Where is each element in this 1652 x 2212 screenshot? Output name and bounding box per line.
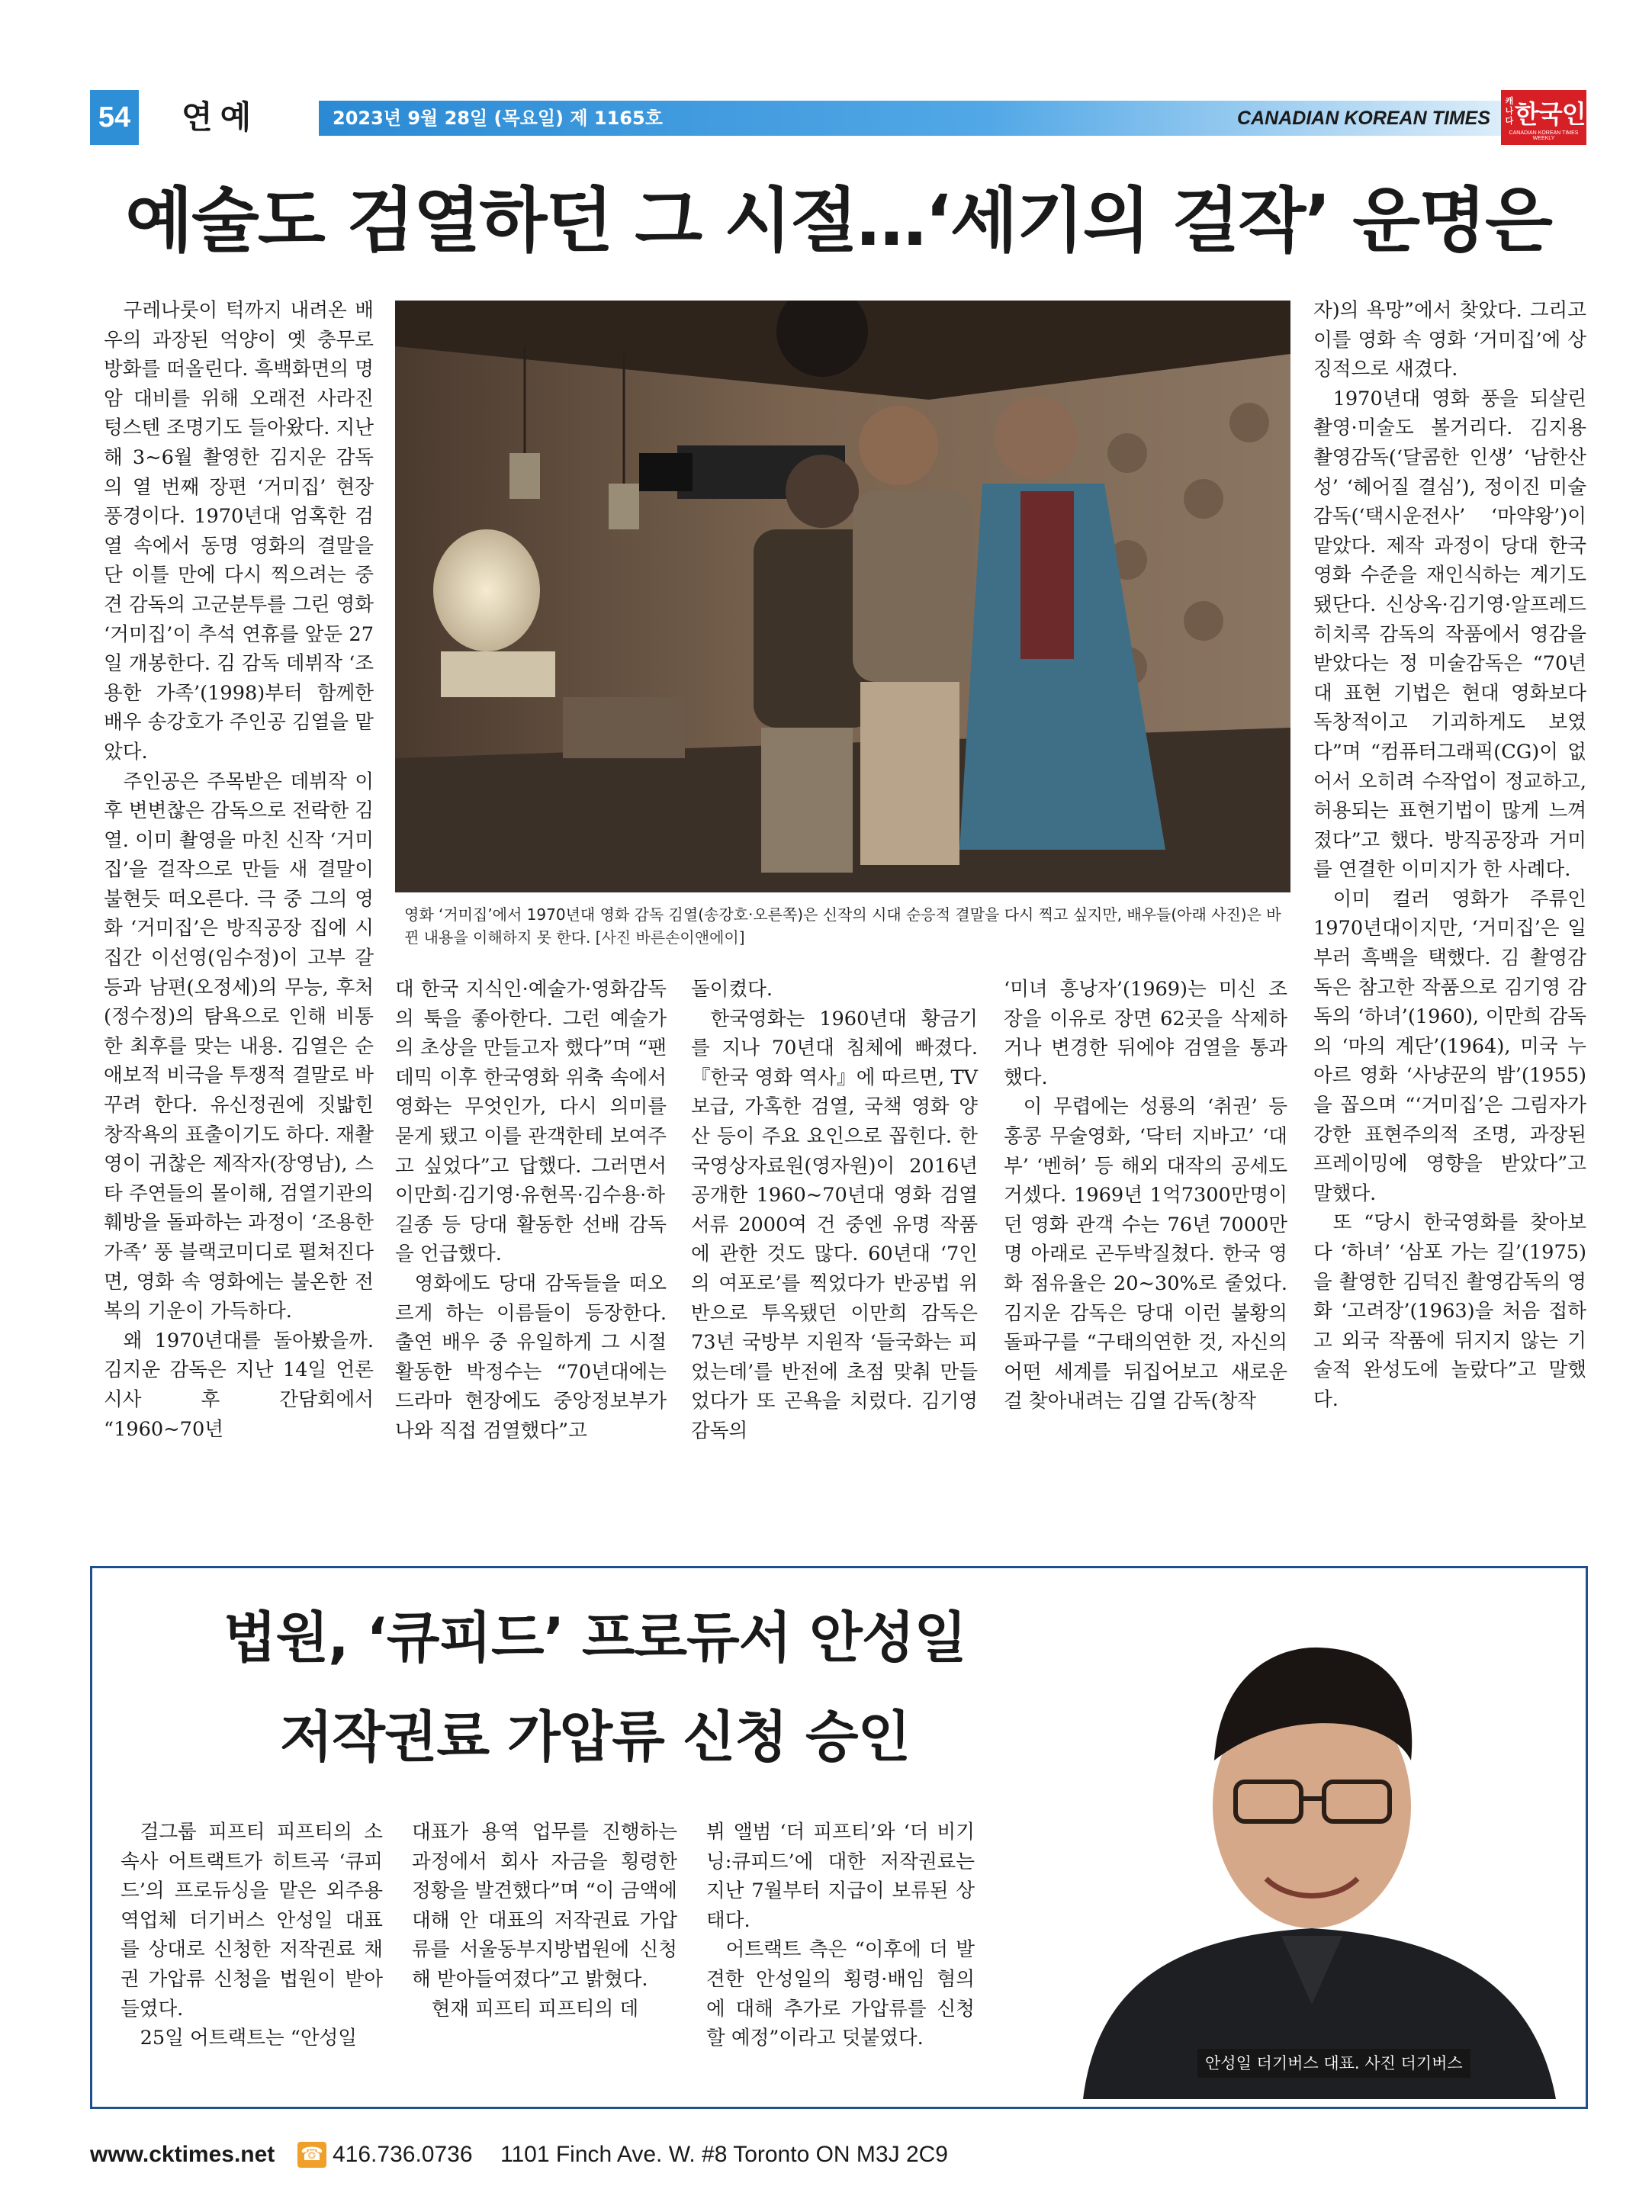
address: 1101 Finch Ave. W. #8 Toronto ON M3J 2C9 [500,2142,948,2167]
paragraph: 25일 어트랙트는 “안성일 [140,2027,358,2050]
paragraph: 뷔 앨범 ‘더 피프티’와 ‘더 비기닝:큐피드’에 대한 저작권료는 지난 7월부터 지급이 보류된 상태다. [706,1821,975,1932]
phone-icon: ☎ [297,2142,326,2168]
box-headline-line-1: 법원, ‘큐피드’ 프로듀서 안성일 [223,1606,966,1670]
photo-caption [404,903,1281,949]
paragraph: 왜 1970년대를 돌아봤을까. 김지운 감독은 지난 14일 언론시사 후 간담회에서 “1960~70년 [104,1329,374,1441]
box-column-1 [121,1818,383,2053]
article-column-3 [691,975,978,1446]
portrait-photo [1053,1577,1580,2099]
article-column-5 [1313,296,1586,1415]
logo-sub-text: CANADIAN KOREAN TIMES WEEKLY [1509,130,1579,141]
caption-text: 영화 ‘거미집’에서 1970년대 영화 감독 김열(송강호·오른쪽)은 신작의 시대 순응적 결말을 다시 찍고 싶지만, 배우들(아래 사진)은 바뀐 내용을 이해하지 못 한다. [404,905,1281,947]
article-column-2 [395,975,667,1446]
paragraph: 대표가 용역 업무를 진행하는 과정에서 회사 자금을 횡령한 정황을 발견했다”며 “이 금액에 대해 안 대표의 저작권료 가압류를 서울동부지방법원에 신청해 받아들여졌다”고 밝혔다. [412,1821,677,1991]
caption-credit: [사진 바른손이앤에이] [595,928,745,947]
paragraph: 이미 컬러 영화가 주류인 1970년대이지만, ‘거미집’은 일부러 흑백을 택했다. 김 촬영감독은 참고한 작품으로 김기영 감독의 ‘하녀’(1960), 이만희 감독의 ‘마의 계단’(1964), 미국 누아르 영화 ‘사냥꾼의 밤’(1955)을 꼽으며 “‘거미집’은 그림자가 강한 표현주의적 조명, 과장된 프레이밍에 영향을 받았다”고 말했다. [1313,887,1586,1205]
paragraph: 주인공은 주목받은 데뷔작 이후 변변찮은 감독으로 전락한 김열. 이미 촬영을 마친 신작 ‘거미집’을 걸작으로 만들 새 결말이 불현듯 떠오른다. 극 중 그의 영화 ‘거미집’은 방직공장 집에 시집간 이선영(임수정)이 고부 갈등과 남편(오정세)의 무능, 후처(정수정)의 탐욕으로 인해 비통한 최후를 맞는 내용. 김열은 순애보적 비극을 투쟁적 결말로 바꾸려 한다. 유신정권에 짓밟힌 창작욕의 표출이기도 하다. 재촬영이 귀찮은 제작자(장영남), 스타 주연들의 몰이해, 검열기관의 훼방을 돌파하는 과정이 ‘조용한 가족’ 풍 블랙코미디로 펼쳐진다면, 영화 속 영화에는 불온한 전복의 기운이 가득하다. [104,770,374,1323]
paragraph: 현재 피프티 피프티의 데 [431,1997,639,2021]
article-column-4 [1004,975,1287,1416]
paragraph: 자)의 욕망”에서 찾았다. 그리고 이를 영화 속 영화 ‘거미집’에 상징적으로 새겼다. [1313,299,1586,381]
article-column-1 [104,296,374,1444]
logo-side-text: 캐나다 [1505,96,1514,126]
box-headline-line-2: 저작권료 가압류 신청 승인 [279,1705,911,1769]
page-number: 54 [90,90,139,145]
page-header [90,90,1586,145]
date-issue: 2023년 9월 28일 (목요일) 제 1165호 [333,108,663,129]
window [433,529,540,651]
paragraph: 구레나룻이 턱까지 내려온 배우의 과장된 억양이 옛 충무로 방화를 떠올린다. 흑백화면의 명암 대비를 위해 오래전 사라진 텅스텐 조명기도 들아왔다. 지난해 3~6월 촬영한 김지운 감독의 열 번째 장편 ‘거미집’ 현장 풍경이다. 1970년대 엄혹한 검열 속에서 동명 영화의 결말을 단 이틀 만에 다시 찍으려는 중견 감독의 고군분투를 그린 영화 ‘거미집’이 추석 연휴를 앞둔 27일 개봉한다. 김 감독 데뷔작 ‘조용한 가족’(1998)부터 함께한 배우 송강호가 주인공 김열을 맡았다. [104,299,374,764]
paper-name: CANADIAN KOREAN TIMES [1237,108,1490,129]
paragraph: 돌이켰다. [691,978,773,1001]
logo-main-text: 한국인 [1515,99,1586,129]
movie-still-illustration [395,301,1290,892]
box-column-2 [412,1818,677,2024]
portrait-illustration [1053,1577,1580,2099]
paragraph: 걸그룹 피프티 피프티의 소속사 어트랙트가 히트곡 ‘큐피드’의 프로듀싱을 맡은 외주용역업체 더기버스 안성일 대표를 상대로 신청한 저작권료 채권 가압류 신청을 법원이 받아들였다. [121,1821,383,2021]
paragraph: 또 “당시 한국영화를 찾아보다 ‘하녀’ ‘삼포 가는 길’(1975)을 촬영한 김덕진 촬영감독의 영화 ‘고려장’(1963)을 처음 접하고 외국 작품에 뒤지지 않는 기술적 완성도에 놀랐다”고 말했다. [1313,1211,1586,1411]
movie-still-photo [395,301,1290,892]
main-headline: 예술도 검열하던 그 시절…‘세기의 걸작’ 운명은 [125,180,1551,262]
paragraph: 대 한국 지식인·예술가·영화감독의 툭을 좋아한다. 그런 예술가의 초상을 만들고자 했다”며 “팬데믹 이후 한국영화 위축 속에서 영화는 무엇인가, 다시 의미를 묻게 됐고 이를 관객한테 보여주고 싶었다”고 답했다. 그러면서 이만희·김기영·유현목·김수용·하길종 등 당대 활동한 선배 감독을 언급했다. [395,978,667,1266]
paragraph: 이 무렵에는 성룡의 ‘취권’ 등 홍콩 무술영화, ‘닥터 지바고’ ‘대부’ ‘벤허’ 등 해외 대작의 공세도 거셌다. 1969년 1억7300만명이던 영화 관객 수는 76년 7000만명 아래로 곤두박질쳤다. 한국 영화 점유율은 20~30%로 줄었다. 김지운 감독은 당대 이런 불황의 돌파구를 “구태의연한 것, 자신의 어떤 세계를 뒤집어보고 새로운 걸 찾아내려는 김열 감독(창작 [1004,1095,1287,1413]
paragraph: 1970년대 영화 풍을 되살린 촬영·미술도 볼거리다. 김지용 촬영감독(‘달콤한 인생’ ‘남한산성’ ‘헤어질 결심’), 정이진 미술감독(‘택시운전사’ ‘마약왕’)이 맡았다. 제작 과정이 당대 한국영화 수준을 재인식하는 계기도 됐단다. 신상옥·김기영·알프레드 히치콕 감독의 작품에서 영감을 받았다는 정 미술감독은 “70년대 표현 기법은 현대 영화보다 독창적이고 기괴하게도 보였다”며 “컴퓨터그래픽(CG)이 없어서 오히려 수작업이 정교하고, 허용되는 표현기법이 많게 느껴졌다”고 했다. 방직공장과 거미를 연결한 이미지가 한 사례다. [1313,387,1586,882]
paragraph: 한국영화는 1960년대 황금기를 지나 70년대 침체에 빠졌다. 『한국 영화 역사』에 따르면, TV 보급, 가혹한 검열, 국책 영화 양산 등이 주요 요인으로 꼽힌다. 한국영상자료원(영자원)이 2016년 공개한 1960~70년대 영화 검열서류 2000여 건 중엔 유명 작품에 관한 것도 많다. 60년대 ‘7인의 여포로’를 찍었다가 반공법 위반으로 투옥됐던 이만희 감독은 73년 국방부 지원작 ‘들국화는 피었는데’를 반전에 초점 맞춰 만들었다가 또 곤욕을 치렀다. 김기영 감독의 [691,1007,978,1442]
paper-logo [1501,90,1586,145]
paragraph: 영화에도 당대 감독들을 떠오르게 하는 이름들이 등장한다. 출연 배우 중 유일하게 그 시절 활동한 박정수는 “70년대에는 드라마 현장에도 중앙정보부가 나와 직접 검열했다”고 [395,1272,667,1442]
portrait-caption: 안성일 더기버스 대표. 사진 더기버스 [1197,2049,1470,2078]
box-column-3 [706,1818,975,2053]
paragraph: ‘미녀 흥낭자’(1969)는 미신 조장을 이유로 장면 62곳을 삭제하거나 변경한 뒤에야 검열을 통과했다. [1004,978,1287,1089]
bed [563,697,685,758]
phone-number: 416.736.0736 [333,2142,473,2167]
section-title: 연예 [182,98,259,136]
air-conditioner [441,651,555,697]
website-link[interactable]: www.cktimes.net [90,2142,275,2167]
paragraph: 어트랙트 측은 “이후에 더 발견한 안성일의 횡령·배임 혐의에 대해 추가로 가압류를 신청할 예정”이라고 덧붙였다. [706,1938,975,2050]
